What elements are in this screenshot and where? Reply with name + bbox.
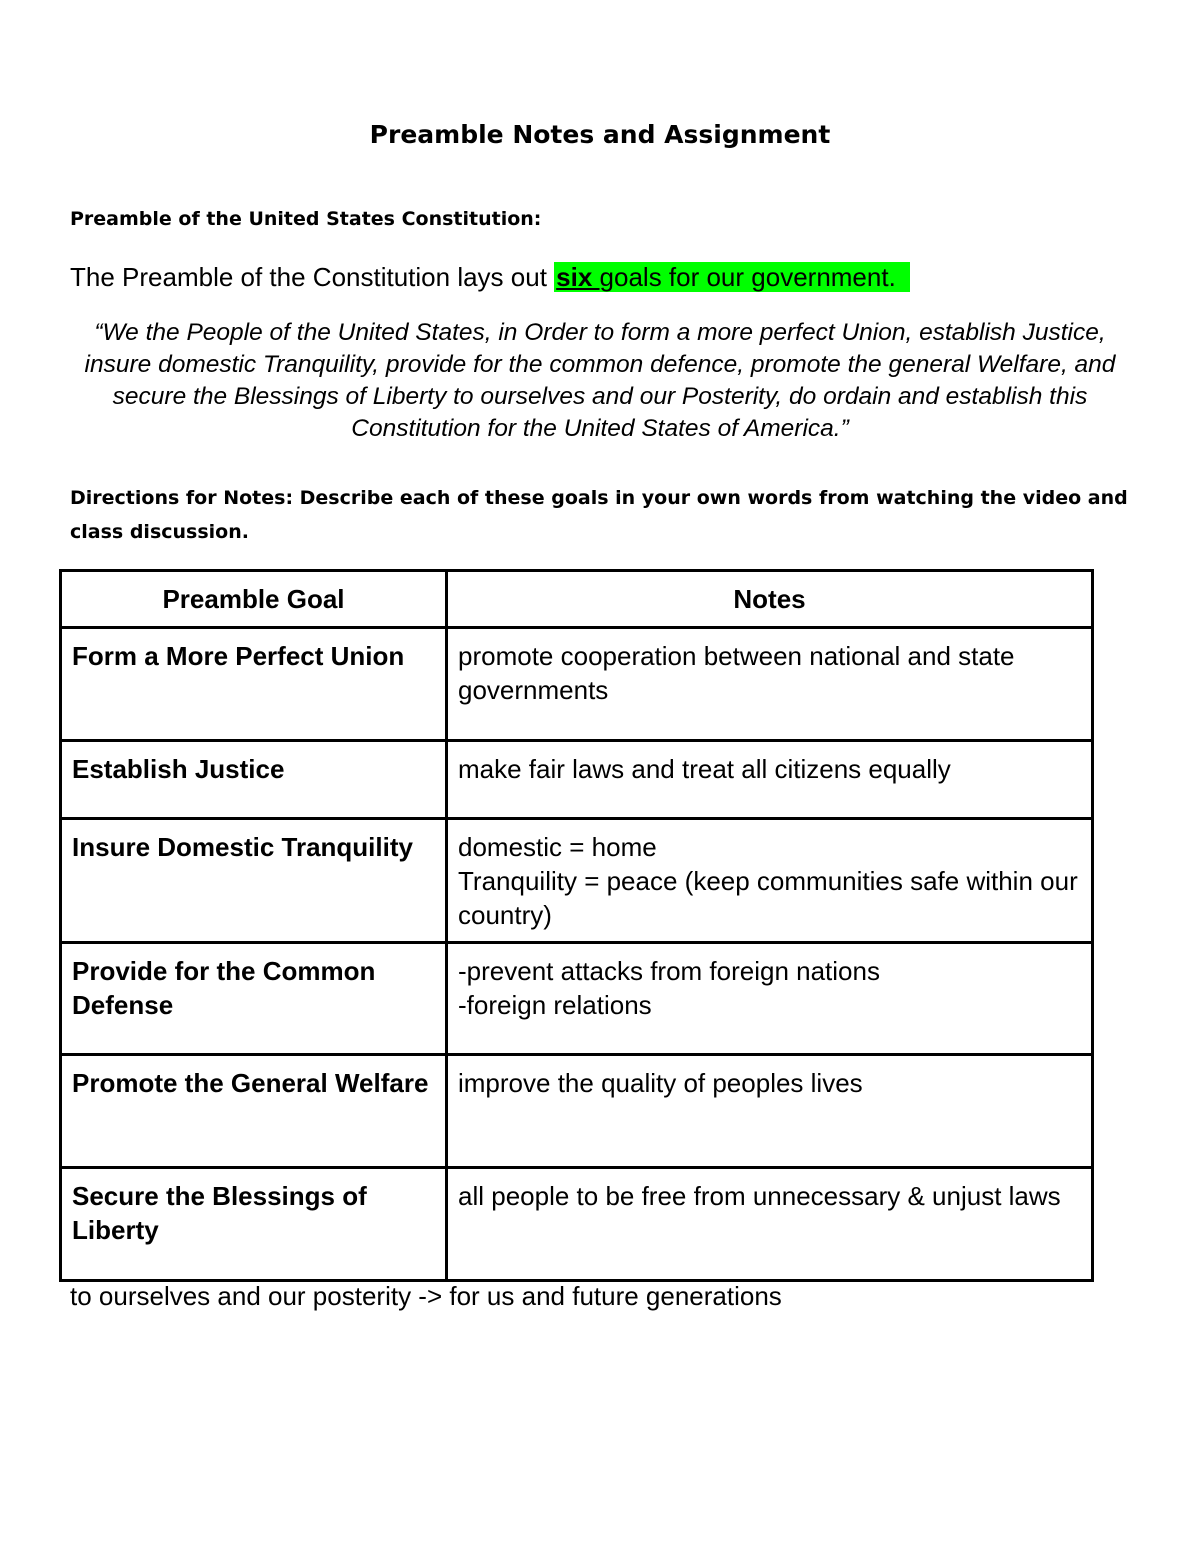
goal-cell: Secure the Blessings of Liberty [61, 1168, 447, 1281]
goal-cell: Provide for the Common Defense [61, 943, 447, 1055]
notes-cell: promote cooperation between national and state governments [447, 628, 1093, 741]
table-row [61, 1168, 1093, 1281]
goal-cell: Establish Justice [61, 741, 447, 819]
table-header-row [61, 571, 1093, 628]
intro-sentence [70, 262, 910, 293]
header-notes: Notes [447, 571, 1093, 628]
table-row [61, 1055, 1093, 1168]
table-row [61, 819, 1093, 943]
goal-cell: Promote the General Welfare [61, 1055, 447, 1168]
highlight-goals: goals for our government. [599, 262, 896, 292]
table-row [61, 943, 1093, 1055]
highlight-six: six [556, 262, 600, 292]
highlighted-phrase [554, 262, 910, 292]
notes-cell: domestic = home Tranquility = peace (keep communities safe within our country) [447, 819, 1093, 943]
directions-text: Directions for Notes: Describe each of these goals in your own words from watching the video and class discussion. [70, 487, 1128, 543]
footer-note: to ourselves and our posterity -> for us and future generations [70, 1281, 782, 1311]
notes-cell: all people to be free from unnecessary & unjust laws [447, 1168, 1093, 1281]
section-subheading: Preamble of the United States Constitution: [70, 208, 542, 230]
preamble-goals-table [59, 569, 1094, 1282]
notes-cell: -prevent attacks from foreign nations -foreign relations [447, 943, 1093, 1055]
table-row [61, 628, 1093, 741]
notes-cell: improve the quality of peoples lives [447, 1055, 1093, 1168]
goal-cell: Form a More Perfect Union [61, 628, 447, 741]
preamble-quote: “We the People of the United States, in Order to form a more perfect Union, establish Justice, insure domestic Tranquility, provide for the common defence, promote the general Welfare, and secure the Blessings of Liberty to ourselves and our Posterity, do ordain and establish this Constitution for the United States of America.” [84, 319, 1116, 442]
goal-cell: Insure Domestic Tranquility [61, 819, 447, 943]
table-row [61, 741, 1093, 819]
notes-cell: make fair laws and treat all citizens equally [447, 741, 1093, 819]
intro-text: The Preamble of the Constitution lays out [70, 262, 555, 292]
header-preamble-goal: Preamble Goal [61, 571, 447, 628]
page-title: Preamble Notes and Assignment [369, 120, 831, 149]
